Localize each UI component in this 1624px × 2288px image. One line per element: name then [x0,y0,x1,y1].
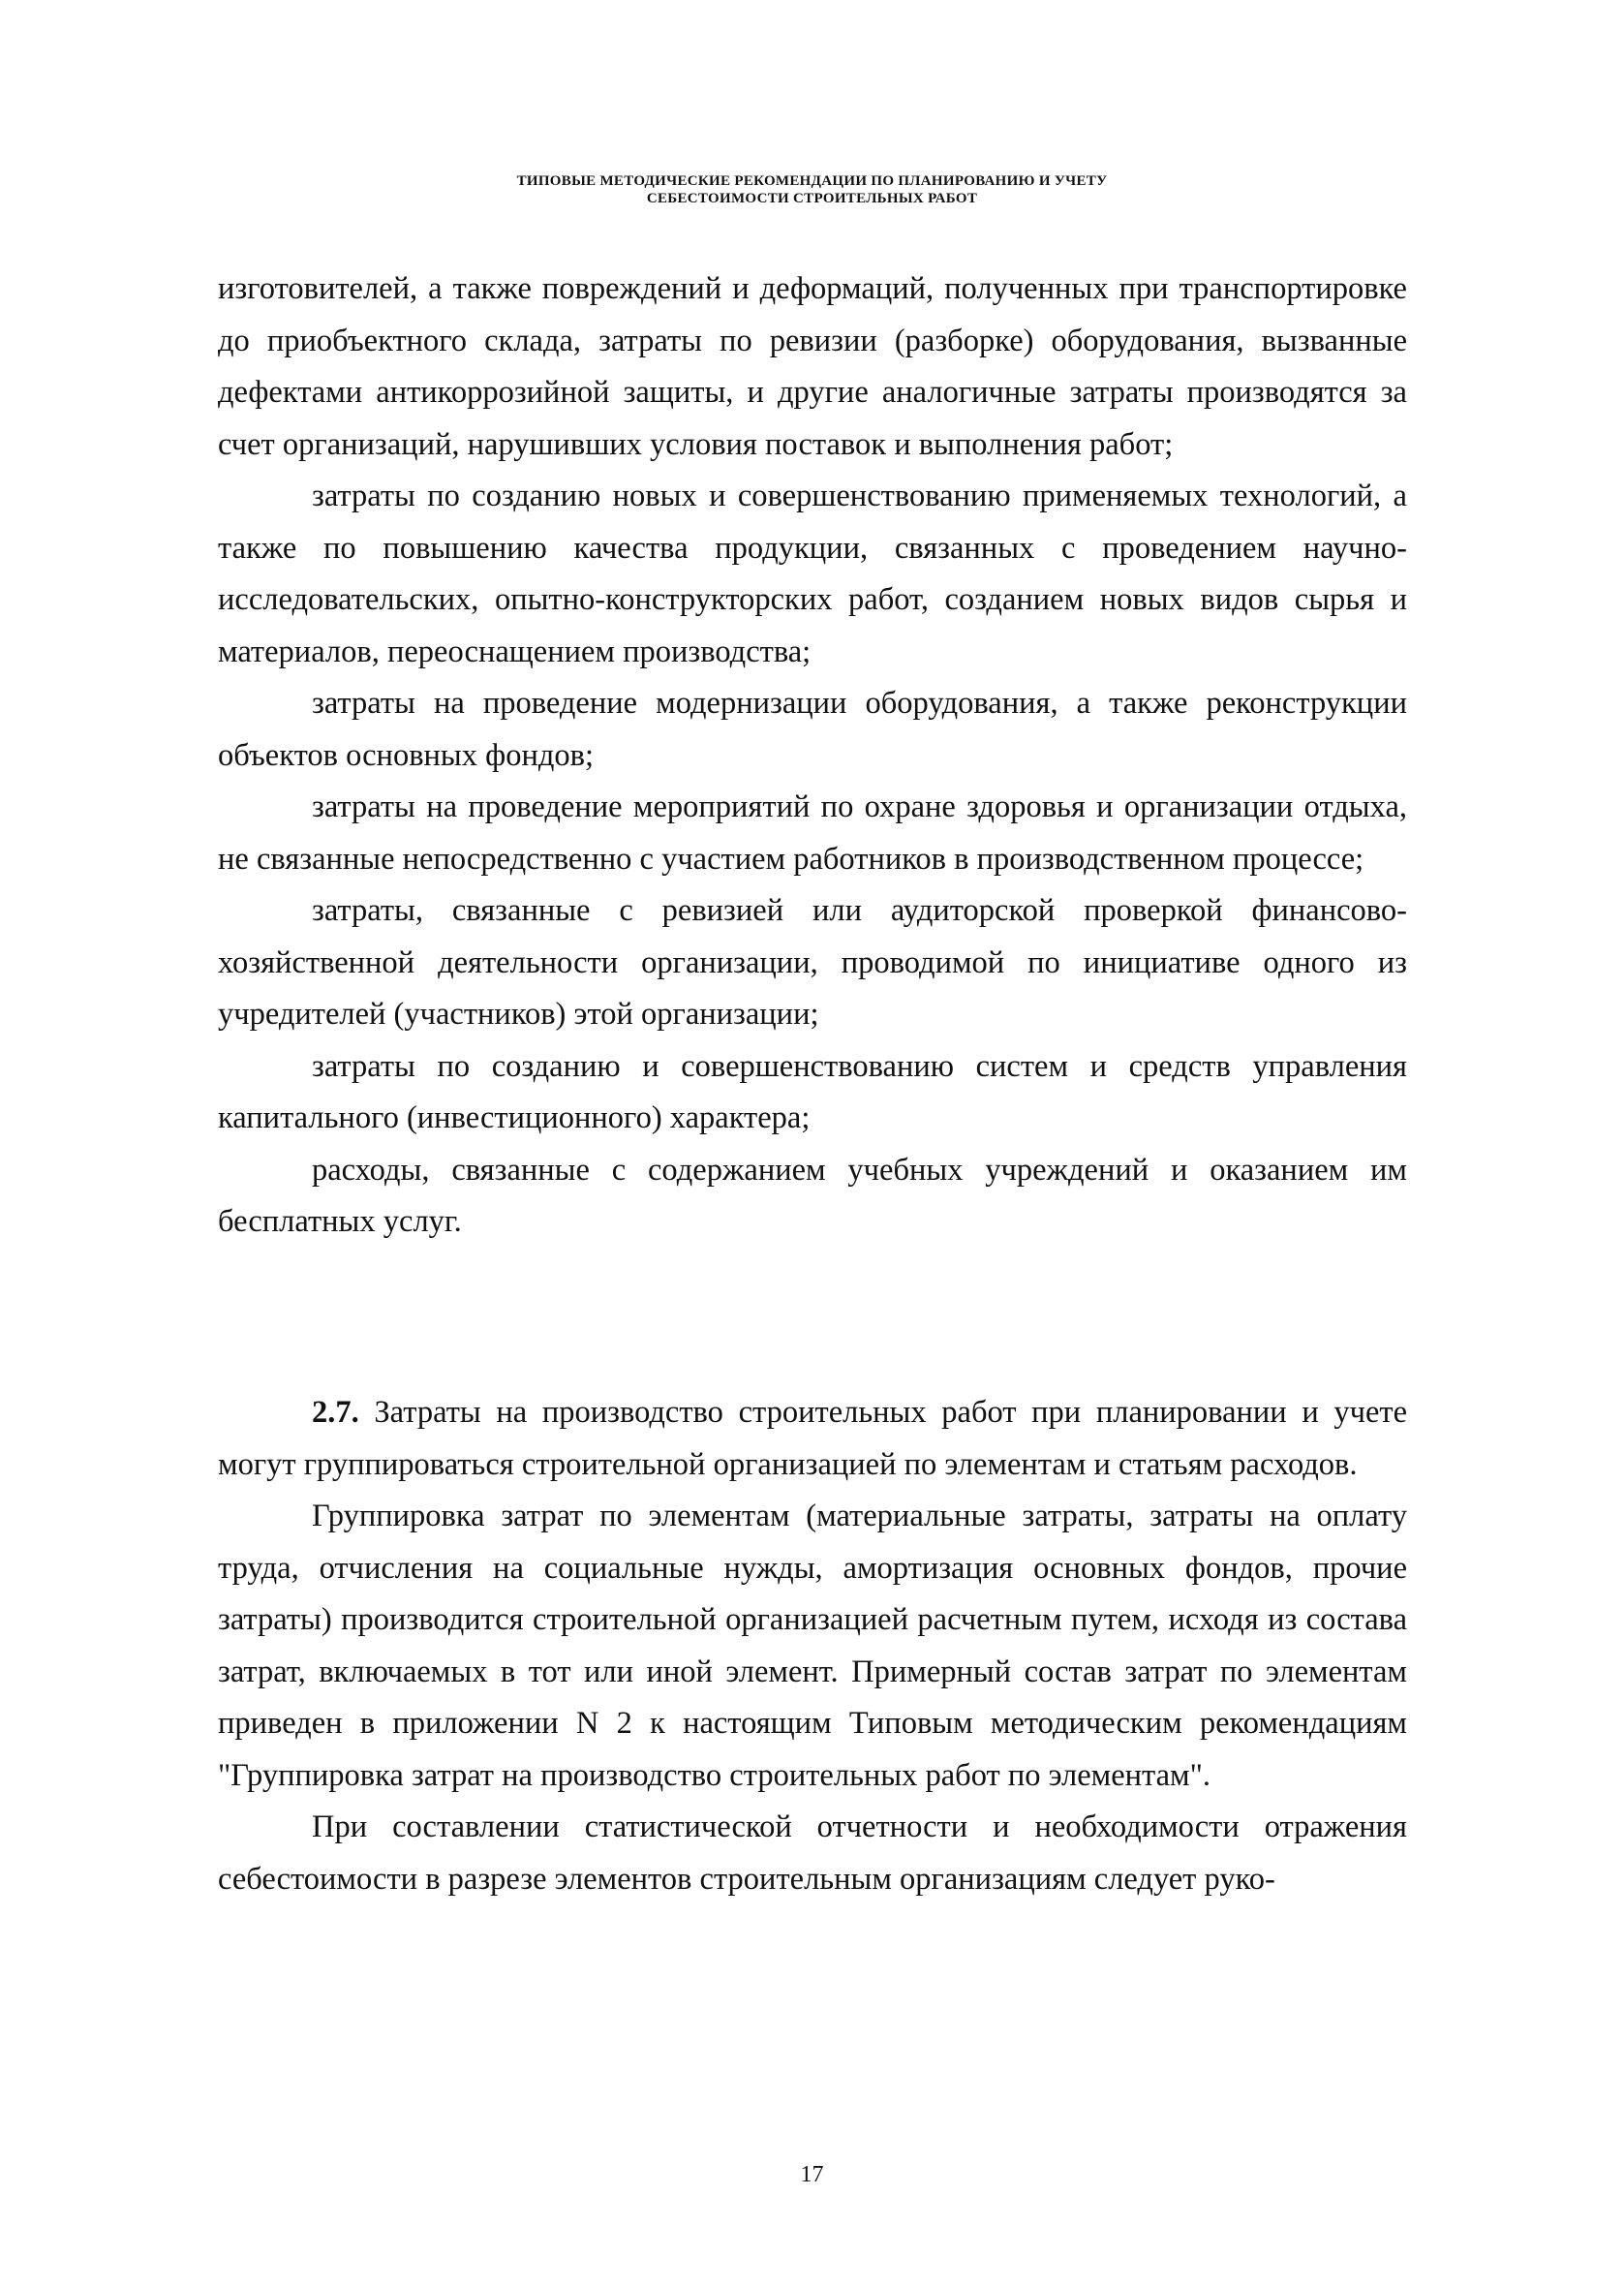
paragraph-continued: изготовителей, а также повреждений и деформаций, полученных при транспортировке до приобъектного склада, затраты по ревизии (разборке) оборудования, вызванные дефектами антикоррозийной защиты, и другие аналогичные затраты производятся за счет организаций, нарушивших условия поставок и выполнения работ; [218,271,1407,462]
paragraph-audit-costs: затраты, связанные с ревизией или аудиторской проверкой финансово-хозяйственной деятельности организации, проводимой по инициативе одного из учредителей (участников) этой организации; [218,893,1407,1032]
paragraph-health-costs: затраты на проведение мероприятий по охране здоровья и организации отдыха, не связанные непосредственно с участием работников в производственном процессе; [218,789,1407,877]
paragraph-management-systems-costs: затраты по созданию и совершенствованию систем и средств управления капитального (инвестиционного) характера; [218,1048,1407,1135]
text-block-section-2-7 [218,1387,1407,1905]
section-number: 2.7. [312,1395,359,1430]
paragraph-technology-costs: затраты по созданию новых и совершенствованию применяемых технологий, а также по повышению качества продукции, связанных с проведением научно-исследовательских, опытно-конструкторских работ, созданием новых видов сырья и материалов, переоснащением производства; [218,479,1407,669]
paragraph-grouping-by-elements: Группировка затрат по элементам (материальные затраты, затраты на оплату труда, отчисления на социальные нужды, амортизация основных фондов, прочие затраты) производится строительной организацией расчетным путем, исходя из состава затрат, включаемых в тот или иной элемент. Примерный состав затрат по элементам приведен в приложении N 2 к настоящим Типовым методическим рекомендациям "Группировка затрат на производство строительных работ по элементам". [218,1499,1407,1793]
paragraph-section-2-7 [218,1387,1407,1491]
running-header-line-2: СЕБЕСТОИМОСТИ СТРОИТЕЛЬНЫХ РАБОТ [646,191,978,206]
text-block-top [218,263,1407,1249]
running-header-line-1: ТИПОВЫЕ МЕТОДИЧЕСКИЕ РЕКОМЕНДАЦИИ ПО ПЛАНИРОВАНИЮ И УЧЕТУ [516,173,1108,189]
paragraph-education-costs: расходы, связанные с содержанием учебных учреждений и оказанием им бесплатных услуг. [218,1152,1407,1239]
paragraph-modernization-costs: затраты на проведение модернизации оборудования, а также реконструкции объектов основных фондов; [218,686,1407,773]
page-number: 17 [800,2162,824,2187]
section-2-7-text: Затраты на производство строительных работ при планировании и учете могут группироваться строительной организацией по элементам и статьям расходов. [218,1395,1407,1482]
paragraph-statistical-reporting: При составлении статистической отчетности и необходимости отражения себестоимости в разрезе элементов строительным организациям следует руко- [218,1809,1407,1897]
running-header [291,172,1333,207]
